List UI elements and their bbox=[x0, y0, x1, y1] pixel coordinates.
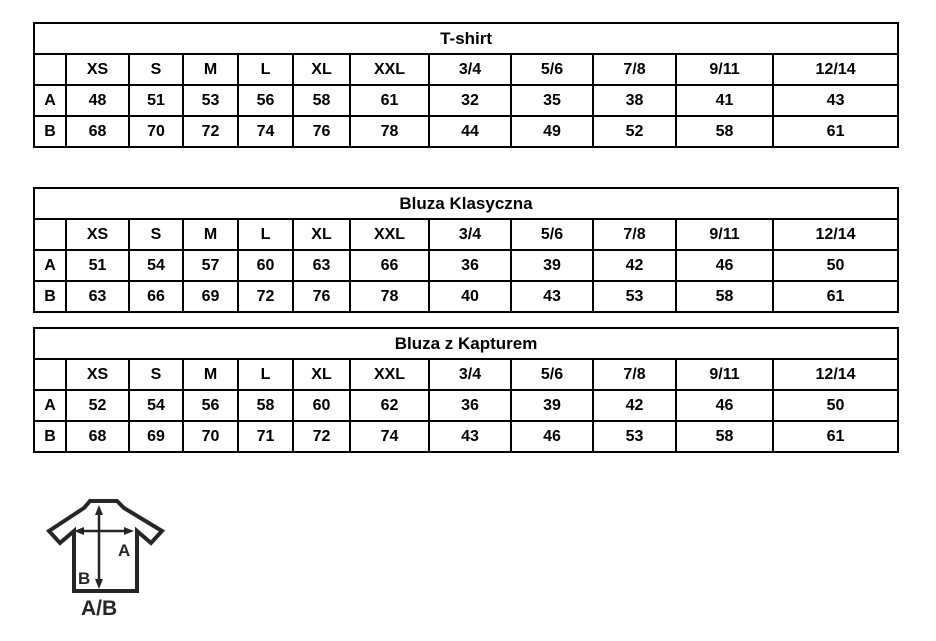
size-value-cell: 70 bbox=[129, 116, 183, 147]
size-column-header: 12/14 bbox=[773, 359, 898, 390]
size-value-cell: 60 bbox=[238, 250, 293, 281]
size-value-cell: 61 bbox=[350, 85, 429, 116]
row-label: B bbox=[34, 281, 66, 312]
size-value-cell: 32 bbox=[429, 85, 511, 116]
size-column-header: S bbox=[129, 54, 183, 85]
size-value-cell: 39 bbox=[511, 390, 593, 421]
row-label: B bbox=[34, 421, 66, 452]
size-value-cell: 58 bbox=[676, 116, 773, 147]
size-column-header: 5/6 bbox=[511, 219, 593, 250]
size-value-cell: 46 bbox=[511, 421, 593, 452]
size-value-cell: 44 bbox=[429, 116, 511, 147]
size-value-cell: 63 bbox=[293, 250, 350, 281]
size-column-header: XL bbox=[293, 359, 350, 390]
size-column-header: 9/11 bbox=[676, 54, 773, 85]
size-value-cell: 36 bbox=[429, 390, 511, 421]
size-value-cell: 50 bbox=[773, 390, 898, 421]
size-value-cell: 76 bbox=[293, 116, 350, 147]
size-column-header: XXL bbox=[350, 54, 429, 85]
size-value-cell: 72 bbox=[183, 116, 238, 147]
row-label: B bbox=[34, 116, 66, 147]
width-arrow-label: A bbox=[118, 541, 131, 560]
size-value-cell: 53 bbox=[593, 281, 676, 312]
measurement-row bbox=[34, 85, 898, 116]
table-title: Bluza Klasyczna bbox=[34, 188, 898, 219]
size-value-cell: 41 bbox=[676, 85, 773, 116]
size-column-header: M bbox=[183, 219, 238, 250]
size-column-header: XL bbox=[293, 219, 350, 250]
size-value-cell: 56 bbox=[238, 85, 293, 116]
corner-cell bbox=[34, 54, 66, 85]
size-value-cell: 40 bbox=[429, 281, 511, 312]
table-title: Bluza z Kapturem bbox=[34, 328, 898, 359]
size-value-cell: 78 bbox=[350, 116, 429, 147]
size-table-bluza-klasyczna bbox=[33, 187, 899, 313]
row-label: A bbox=[34, 390, 66, 421]
size-column-header: L bbox=[238, 219, 293, 250]
size-value-cell: 72 bbox=[293, 421, 350, 452]
length-arrow-icon bbox=[95, 505, 103, 589]
size-value-cell: 49 bbox=[511, 116, 593, 147]
size-column-header: L bbox=[238, 359, 293, 390]
size-value-cell: 54 bbox=[129, 390, 183, 421]
size-value-cell: 58 bbox=[676, 281, 773, 312]
size-column-header: 12/14 bbox=[773, 54, 898, 85]
size-value-cell: 42 bbox=[593, 390, 676, 421]
size-column-header: 3/4 bbox=[429, 219, 511, 250]
size-value-cell: 63 bbox=[66, 281, 129, 312]
size-value-cell: 46 bbox=[676, 390, 773, 421]
corner-cell bbox=[34, 219, 66, 250]
size-header-row bbox=[34, 219, 898, 250]
size-column-header: 7/8 bbox=[593, 359, 676, 390]
size-value-cell: 58 bbox=[293, 85, 350, 116]
size-value-cell: 57 bbox=[183, 250, 238, 281]
size-value-cell: 35 bbox=[511, 85, 593, 116]
size-value-cell: 50 bbox=[773, 250, 898, 281]
size-column-header: 5/6 bbox=[511, 359, 593, 390]
size-column-header: 9/11 bbox=[676, 359, 773, 390]
size-column-header: XXL bbox=[350, 359, 429, 390]
size-value-cell: 52 bbox=[66, 390, 129, 421]
size-header-row bbox=[34, 54, 898, 85]
size-value-cell: 61 bbox=[773, 116, 898, 147]
size-column-header: M bbox=[183, 54, 238, 85]
size-column-header: 5/6 bbox=[511, 54, 593, 85]
measurement-row bbox=[34, 390, 898, 421]
size-value-cell: 66 bbox=[350, 250, 429, 281]
size-value-cell: 69 bbox=[183, 281, 238, 312]
size-value-cell: 71 bbox=[238, 421, 293, 452]
size-value-cell: 72 bbox=[238, 281, 293, 312]
size-value-cell: 58 bbox=[676, 421, 773, 452]
size-column-header: XXL bbox=[350, 219, 429, 250]
measurement-row bbox=[34, 116, 898, 147]
size-column-header: 7/8 bbox=[593, 219, 676, 250]
tshirt-outline-icon bbox=[49, 501, 162, 591]
size-value-cell: 43 bbox=[511, 281, 593, 312]
size-value-cell: 53 bbox=[593, 421, 676, 452]
size-column-header: 3/4 bbox=[429, 54, 511, 85]
measurement-diagram bbox=[45, 493, 175, 621]
tshirt-measurement-icon bbox=[45, 493, 175, 621]
row-label: A bbox=[34, 85, 66, 116]
size-column-header: L bbox=[238, 54, 293, 85]
size-column-header: 9/11 bbox=[676, 219, 773, 250]
measurement-row bbox=[34, 281, 898, 312]
diagram-caption: A/B bbox=[81, 597, 118, 620]
size-column-header: 12/14 bbox=[773, 219, 898, 250]
size-value-cell: 74 bbox=[350, 421, 429, 452]
measurement-row bbox=[34, 250, 898, 281]
size-column-header: XS bbox=[66, 359, 129, 390]
size-column-header: XL bbox=[293, 54, 350, 85]
size-value-cell: 61 bbox=[773, 421, 898, 452]
length-arrow-label: B bbox=[78, 569, 91, 588]
size-value-cell: 78 bbox=[350, 281, 429, 312]
size-value-cell: 39 bbox=[511, 250, 593, 281]
size-value-cell: 43 bbox=[429, 421, 511, 452]
size-column-header: M bbox=[183, 359, 238, 390]
measurement-row bbox=[34, 421, 898, 452]
size-value-cell: 46 bbox=[676, 250, 773, 281]
size-column-header: XS bbox=[66, 219, 129, 250]
size-value-cell: 58 bbox=[238, 390, 293, 421]
size-column-header: S bbox=[129, 359, 183, 390]
size-value-cell: 61 bbox=[773, 281, 898, 312]
size-value-cell: 66 bbox=[129, 281, 183, 312]
size-value-cell: 68 bbox=[66, 116, 129, 147]
row-label: A bbox=[34, 250, 66, 281]
size-table-bluza-z-kapturem bbox=[33, 327, 899, 453]
size-value-cell: 38 bbox=[593, 85, 676, 116]
size-value-cell: 54 bbox=[129, 250, 183, 281]
size-header-row bbox=[34, 359, 898, 390]
table-title: T-shirt bbox=[34, 23, 898, 54]
size-value-cell: 68 bbox=[66, 421, 129, 452]
size-value-cell: 43 bbox=[773, 85, 898, 116]
size-value-cell: 36 bbox=[429, 250, 511, 281]
size-value-cell: 74 bbox=[238, 116, 293, 147]
size-value-cell: 53 bbox=[183, 85, 238, 116]
size-column-header: XS bbox=[66, 54, 129, 85]
size-table-tshirt bbox=[33, 22, 899, 148]
corner-cell bbox=[34, 359, 66, 390]
size-value-cell: 70 bbox=[183, 421, 238, 452]
size-column-header: S bbox=[129, 219, 183, 250]
size-value-cell: 76 bbox=[293, 281, 350, 312]
size-value-cell: 60 bbox=[293, 390, 350, 421]
size-column-header: 3/4 bbox=[429, 359, 511, 390]
size-column-header: 7/8 bbox=[593, 54, 676, 85]
size-value-cell: 48 bbox=[66, 85, 129, 116]
size-value-cell: 56 bbox=[183, 390, 238, 421]
size-value-cell: 69 bbox=[129, 421, 183, 452]
size-value-cell: 42 bbox=[593, 250, 676, 281]
size-value-cell: 51 bbox=[129, 85, 183, 116]
size-value-cell: 52 bbox=[593, 116, 676, 147]
size-value-cell: 62 bbox=[350, 390, 429, 421]
size-value-cell: 51 bbox=[66, 250, 129, 281]
width-arrow-icon bbox=[74, 527, 134, 535]
